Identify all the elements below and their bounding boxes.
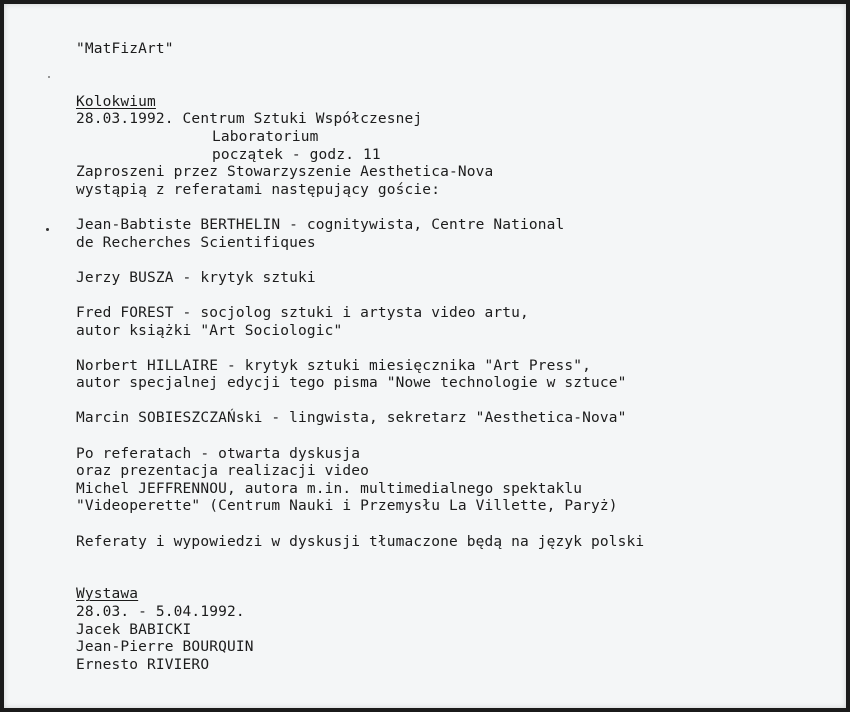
- artist-name: Ernesto RIVIERO: [76, 656, 210, 673]
- paper-speck: [48, 76, 50, 78]
- guest-entry: Jean-Babtiste BERTHELIN - cognitywista, Centre National: [76, 216, 565, 233]
- guest-entry: autor specjalnej edycji tego pisma "Nowe technologie w sztuce": [76, 375, 627, 392]
- discussion-line: Michel JEFFRENNOU, autora m.in. multimedialnego spektaklu: [76, 480, 583, 497]
- guest-entry: Marcin SOBIESZCZAŃski - lingwista, sekretarz "Aesthetica-Nova": [76, 410, 627, 427]
- kolokwium-intro-line: Zaproszeni przez Stowarzyszenie Aesthetica-Nova: [76, 164, 494, 181]
- guest-entry: autor książki "Art Sociologic": [76, 322, 343, 339]
- wystawa-heading: Wystawa: [76, 586, 139, 603]
- document-text: [76, 41, 644, 674]
- guest-entry: Jerzy BUSZA - krytyk sztuki: [76, 269, 316, 286]
- document-page: [4, 4, 846, 708]
- artist-name: Jean-Pierre BOURQUIN: [76, 639, 254, 656]
- discussion-line: "Videoperette" (Centrum Nauki i Przemysłu La Villette, Paryż): [76, 498, 618, 515]
- guest-entry: Norbert HILLAIRE - krytyk sztuki miesięcznika "Art Press",: [76, 357, 592, 374]
- kolokwium-venue: Laboratorium: [212, 128, 319, 145]
- wystawa-dates: 28.03. - 5.04.1992.: [76, 604, 245, 620]
- kolokwium-date: 28.03.1992. Centrum Sztuki Współczesnej: [76, 111, 423, 128]
- kolokwium-intro-line: wystąpią z referatami następujący goście:: [76, 181, 441, 198]
- kolokwium-start-time: początek - godz. 11: [212, 146, 381, 163]
- discussion-line: oraz prezentacja realizacji video: [76, 463, 370, 480]
- translation-note: Referaty i wypowiedzi w dyskusji tłumaczone będą na język polski: [76, 533, 645, 550]
- discussion-line: Po referatach - otwarta dyskusja: [76, 445, 361, 462]
- guest-entry: Fred FOREST - socjolog sztuki i artysta video artu,: [76, 304, 529, 321]
- artist-name: Jacek BABICKI: [76, 621, 192, 638]
- guest-entry: de Recherches Scientifiques: [76, 234, 316, 251]
- kolokwium-heading: Kolokwium: [76, 93, 156, 110]
- document-header: "MatFizArt": [76, 41, 174, 57]
- paper-speck: [46, 228, 49, 231]
